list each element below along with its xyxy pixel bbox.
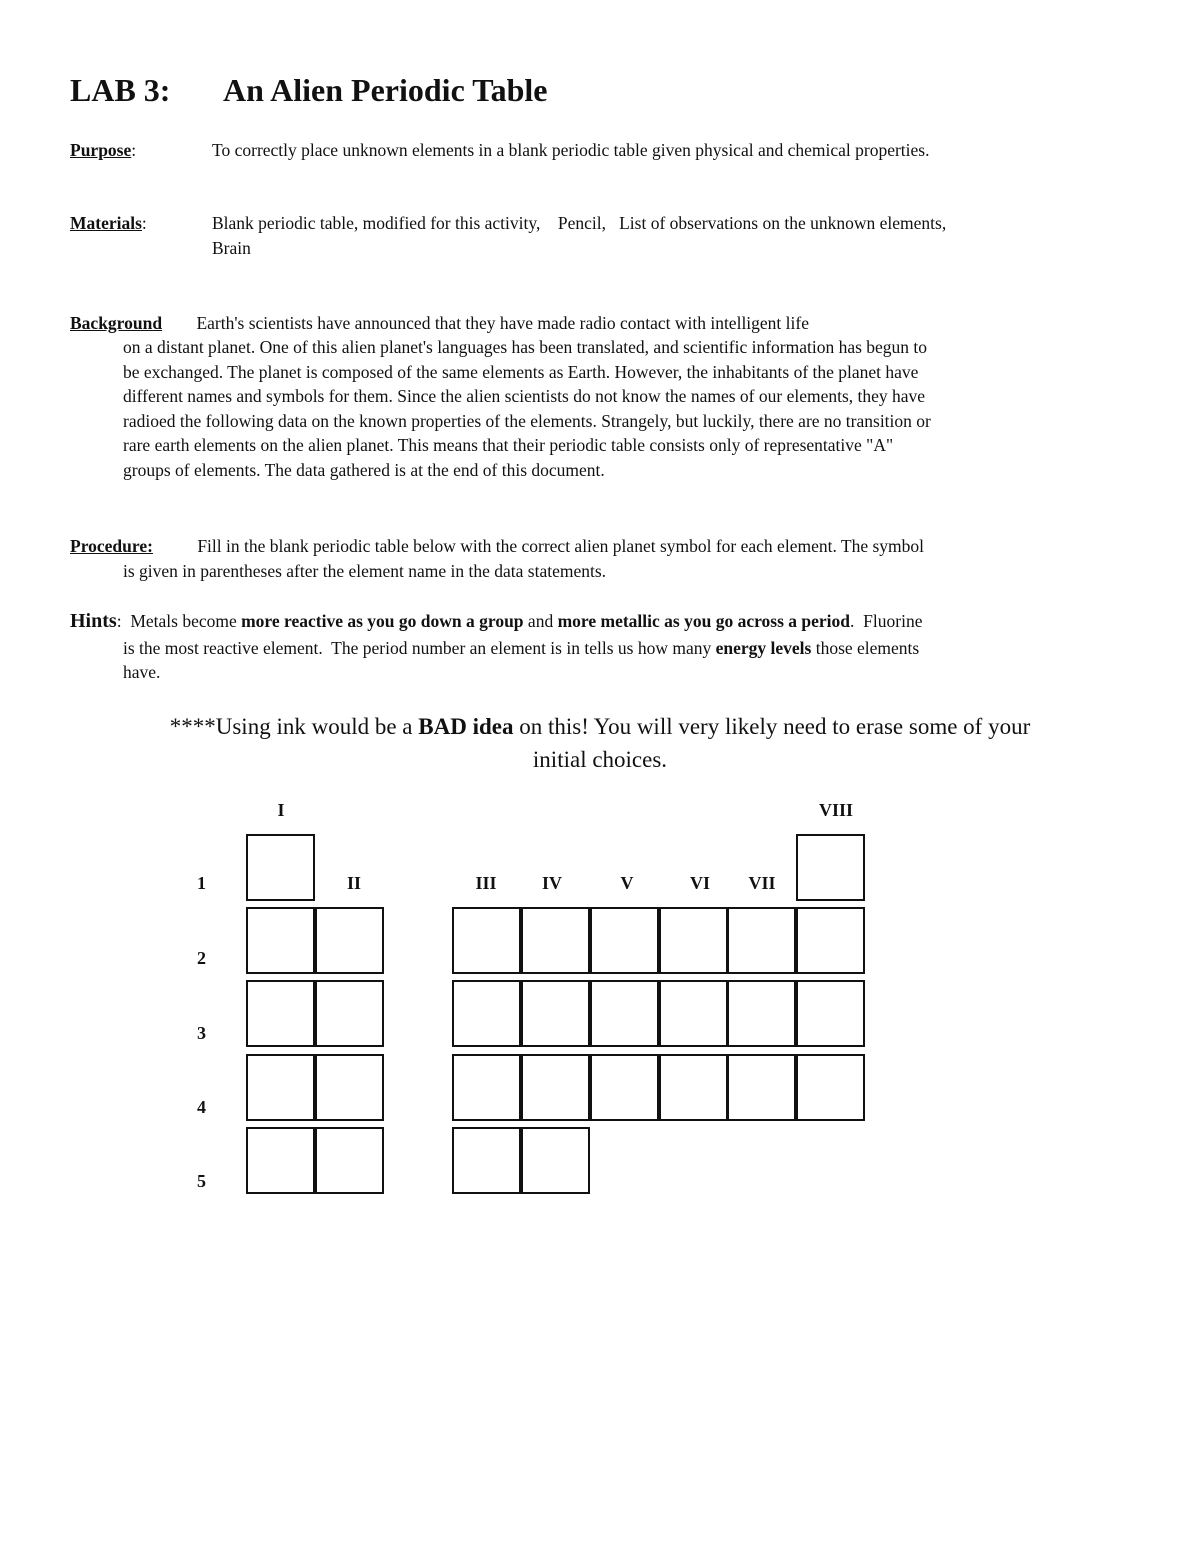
element-cell-period-4-group-1[interactable] [246,1054,315,1121]
background-paragraph [123,335,1133,482]
lab-name: An Alien Periodic Table [223,72,548,108]
element-cell-period-2-group-6[interactable] [659,907,728,974]
element-cell-period-4-group-2[interactable] [315,1054,384,1121]
element-cell-period-3-group-6[interactable] [659,980,728,1047]
period-label-1: 1 [197,873,206,893]
period-label-3: 3 [197,1023,206,1043]
element-cell-period-1-group-8[interactable] [796,834,865,901]
element-cell-period-3-group-3[interactable] [452,980,521,1047]
element-cell-period-5-group-2[interactable] [315,1127,384,1194]
hints-colon: : [116,611,122,631]
purpose-text: To correctly place unknown elements in a blank periodic table given physical and chemical properties. [212,140,930,160]
period-label-5: 5 [197,1171,206,1191]
hints-text-1: Metals become [121,611,242,631]
element-cell-period-4-group-6[interactable] [659,1054,728,1121]
element-cell-period-3-group-7[interactable] [727,980,796,1047]
warning-pre: ****Using ink would be a [169,714,419,739]
element-cell-period-3-group-2[interactable] [315,980,384,1047]
lab-number: LAB 3: [70,72,171,108]
group-label-1: I [277,800,285,820]
hints-text-4: is the most reactive element. The period number an element is in tells us how many [123,638,716,658]
warning-post: on this! You will very likely need to erase some of your [513,714,1031,739]
background-line: rare earth elements on the alien planet. This means that their periodic table consists only of representative "A" [123,435,894,455]
purpose-label: Purpose [70,140,132,160]
background-label: Background [70,313,163,333]
element-cell-period-2-group-4[interactable] [521,907,590,974]
procedure-line: is given in parentheses after the element name in the data statements. [123,561,607,581]
element-cell-period-4-group-4[interactable] [521,1054,590,1121]
hints-text-5: those elements [811,638,920,658]
hints-line-2 [123,636,1133,661]
background-line: on a distant planet. One of this alien planet's languages has been translated, and scientific information has begun to [123,337,928,357]
group-label-4: IV [541,873,563,893]
procedure-label: Procedure: [70,536,153,556]
element-cell-period-5-group-1[interactable] [246,1127,315,1194]
hints-first-line [70,609,1133,634]
period-label-4: 4 [197,1097,206,1117]
element-cell-period-2-group-3[interactable] [452,907,521,974]
background-line: groups of elements. The data gathered is at the end of this document. [123,459,605,480]
group-label-3: III [475,873,497,893]
background-line: different names and symbols for them. Since the alien scientists do not know the names of our elements, they have [123,386,926,406]
background-line: be exchanged. The planet is composed of the same elements as Earth. However, the inhabitants of the planet have [123,361,919,382]
materials-label-wrap [70,211,147,236]
background-first-text: Earth's scientists have announced that they have made radio contact with intelligent life [196,313,809,333]
hints-bold-1: more reactive as you go down a group [241,611,524,631]
element-cell-period-4-group-7[interactable] [727,1054,796,1121]
element-cell-period-3-group-4[interactable] [521,980,590,1047]
hints-line-3: have. [123,662,161,682]
ink-warning [60,710,1140,776]
hints-text-3: . Fluorine [850,611,923,631]
element-cell-period-4-group-5[interactable] [590,1054,659,1121]
procedure-first-text: Fill in the blank periodic table below with the correct alien planet symbol for each element. The symbol [197,536,924,556]
element-cell-period-5-group-4[interactable] [521,1127,590,1194]
element-cell-period-4-group-3[interactable] [452,1054,521,1121]
materials-label: Materials [70,213,142,233]
warning-line-2: initial choices. [532,747,668,772]
element-cell-period-3-group-5[interactable] [590,980,659,1047]
element-cell-period-2-group-1[interactable] [246,907,315,974]
hints-bold-3: energy levels [715,638,812,658]
group-label-7: VII [748,873,776,893]
group-label-8: VIII [818,800,854,820]
background-line: radioed the following data on the known properties of the elements. Strangely, but luckily, there are no transition or [123,410,931,431]
element-cell-period-3-group-1[interactable] [246,980,315,1047]
purpose-label-wrap [70,138,136,163]
group-label-5: V [620,873,634,893]
warning-bold: BAD idea [418,714,514,739]
element-cell-period-4-group-8[interactable] [796,1054,865,1121]
procedure-first-line [70,534,1133,559]
group-label-6: VI [689,873,711,893]
materials-line-1: Blank periodic table, modified for this activity, Pencil, List of observations on the unknown elements, [212,213,947,233]
element-cell-period-3-group-8[interactable] [796,980,865,1047]
period-label-2: 2 [197,948,206,968]
element-cell-period-2-group-2[interactable] [315,907,384,974]
element-cell-period-2-group-5[interactable] [590,907,659,974]
warning-line-1 [60,710,1140,743]
page-title [70,72,548,109]
element-cell-period-1-group-1[interactable] [246,834,315,901]
background-first-line [70,311,1133,336]
purpose-colon: : [131,140,137,160]
hints-label: Hints [70,610,117,632]
element-cell-period-2-group-7[interactable] [727,907,796,974]
hints-text-2: and [523,611,558,631]
element-cell-period-2-group-8[interactable] [796,907,865,974]
materials-line-2: Brain [212,238,251,258]
group-label-2: II [346,873,362,893]
hints-bold-2: more metallic as you go across a period [557,611,851,631]
element-cell-period-5-group-3[interactable] [452,1127,521,1194]
materials-colon: : [141,213,147,233]
